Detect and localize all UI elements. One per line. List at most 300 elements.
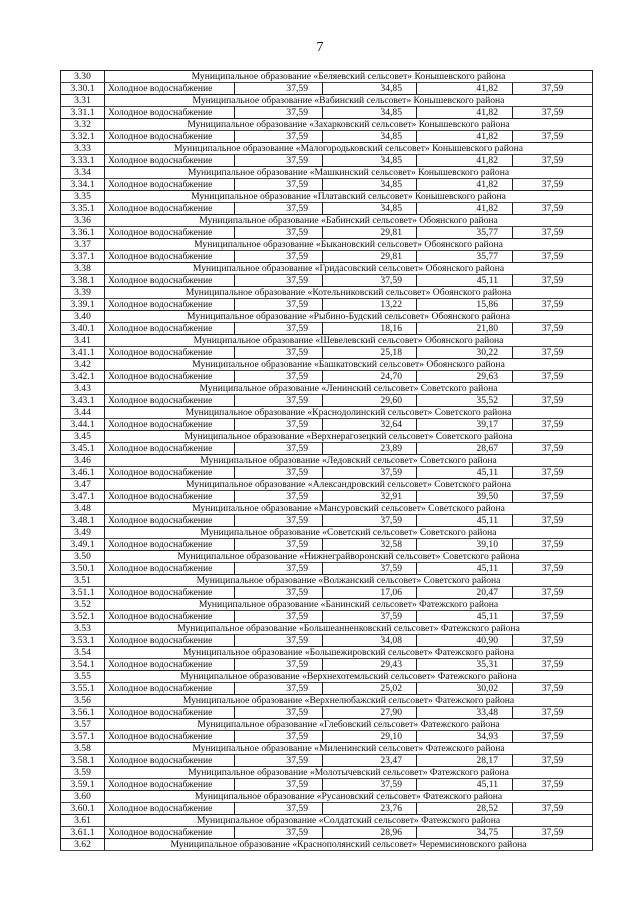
municipality-title: Муниципальное образование «Верхнехотемльский сельсовет» Фатежского района [105,671,593,683]
service-category: Холодное водоснабжение [105,659,235,671]
section-number: 3.30 [61,71,105,83]
service-category: Холодное водоснабжение [105,203,235,215]
table-row [61,515,593,527]
service-category: Холодное водоснабжение [105,371,235,383]
row-number: 3.47.1 [61,491,105,503]
tariff-value-2: 23,47 [323,755,417,767]
section-number: 3.48 [61,503,105,515]
section-header-row [61,767,593,779]
tariff-value-1: 37,59 [235,467,323,479]
tariff-value-2: 37,59 [323,779,417,791]
section-number: 3.41 [61,335,105,347]
table-row [61,83,593,95]
municipality-title: Муниципальное образование «Платавский сельсовет» Конышевского района [105,191,593,203]
tariff-value-1: 37,59 [235,251,323,263]
service-category: Холодное водоснабжение [105,419,235,431]
municipality-title: Муниципальное образование «Миленинский сельсовет» Фатежского района [105,743,593,755]
tariff-value-4: 37,59 [513,179,593,191]
table-row [61,611,593,623]
section-header-row [61,191,593,203]
tariff-value-4: 37,59 [513,827,593,839]
municipality-title: Муниципальное образование «Беляевский сельсовет» Конышевского района [105,71,593,83]
tariff-value-4: 37,59 [513,563,593,575]
tariff-value-2: 34,85 [323,83,417,95]
municipality-title: Муниципальное образование «Захарковский сельсовет» Конышевского района [105,119,593,131]
tariff-value-4: 37,59 [513,539,593,551]
row-number: 3.31.1 [61,107,105,119]
tariff-value-2: 29,43 [323,659,417,671]
tariff-value-3: 45,11 [417,779,513,791]
section-number: 3.53 [61,623,105,635]
tariff-value-1: 37,59 [235,755,323,767]
row-number: 3.51.1 [61,587,105,599]
tariff-value-1: 37,59 [235,227,323,239]
row-number: 3.60.1 [61,803,105,815]
service-category: Холодное водоснабжение [105,395,235,407]
municipality-title: Муниципальное образование «Шевелевский сельсовет» Обоянского района [105,335,593,347]
tariff-value-3: 41,82 [417,155,513,167]
municipality-title: Муниципальное образование «Большежировский сельсовет» Фатежского района [105,647,593,659]
row-number: 3.48.1 [61,515,105,527]
section-number: 3.49 [61,527,105,539]
service-category: Холодное водоснабжение [105,443,235,455]
municipality-title: Муниципальное образование «Нижнеграйворонский сельсовет» Советского района [105,551,593,563]
row-number: 3.53.1 [61,635,105,647]
tariff-value-3: 40,90 [417,635,513,647]
service-category: Холодное водоснабжение [105,323,235,335]
section-header-row [61,647,593,659]
section-number: 3.57 [61,719,105,731]
section-number: 3.51 [61,575,105,587]
row-number: 3.40.1 [61,323,105,335]
section-header-row [61,455,593,467]
section-header-row [61,335,593,347]
municipality-title: Муниципальное образование «Быкановский сельсовет» Обоянского района [105,239,593,251]
section-header-row [61,215,593,227]
section-header-row [61,263,593,275]
service-category: Холодное водоснабжение [105,827,235,839]
row-number: 3.37.1 [61,251,105,263]
tariff-value-4: 37,59 [513,395,593,407]
section-number: 3.59 [61,767,105,779]
section-header-row [61,95,593,107]
service-category: Холодное водоснабжение [105,83,235,95]
tariff-value-1: 37,59 [235,515,323,527]
tariff-value-3: 21,80 [417,323,513,335]
tariff-value-4: 37,59 [513,155,593,167]
municipality-title: Муниципальное образование «Мансуровский сельсовет» Советского района [105,503,593,515]
section-header-row [61,359,593,371]
section-header-row [61,119,593,131]
tariff-value-1: 37,59 [235,803,323,815]
table-row [61,203,593,215]
municipality-title: Муниципальное образование «Ленинский сельсовет» Советского района [105,383,593,395]
row-number: 3.43.1 [61,395,105,407]
municipality-title: Муниципальное образование «Малогородьковский сельсовет» Конышевского района [105,143,593,155]
page-number: 7 [316,40,324,55]
municipality-title: Муниципальное образование «Молотычевский сельсовет» Фатежского района [105,767,593,779]
section-number: 3.61 [61,815,105,827]
service-category: Холодное водоснабжение [105,611,235,623]
tariff-value-4: 37,59 [513,611,593,623]
row-number: 3.42.1 [61,371,105,383]
section-header-row [61,623,593,635]
municipality-title: Муниципальное образование «Верхнелюбажский сельсовет» Фатежского района [105,695,593,707]
tariff-value-2: 34,85 [323,203,417,215]
tariff-value-3: 45,11 [417,611,513,623]
service-category: Холодное водоснабжение [105,515,235,527]
tariff-value-1: 37,59 [235,539,323,551]
tariff-value-4: 37,59 [513,683,593,695]
row-number: 3.46.1 [61,467,105,479]
service-category: Холодное водоснабжение [105,467,235,479]
tariff-value-4: 37,59 [513,635,593,647]
row-number: 3.34.1 [61,179,105,191]
municipality-title: Муниципальное образование «Вабинский сельсовет» Конышевского района [105,95,593,107]
tariff-value-1: 37,59 [235,179,323,191]
municipality-title: Муниципальное образование «Башкатовский сельсовет» Обоянского района [105,359,593,371]
tariff-value-3: 28,17 [417,755,513,767]
table-row [61,827,593,839]
table-row [61,155,593,167]
row-number: 3.44.1 [61,419,105,431]
section-number: 3.44 [61,407,105,419]
tariff-value-1: 37,59 [235,107,323,119]
section-number: 3.43 [61,383,105,395]
table-row [61,491,593,503]
section-header-row [61,239,593,251]
table-row [61,299,593,311]
municipality-title: Муниципальное образование «Волжанский сельсовет» Советского района [105,575,593,587]
tariff-value-3: 30,02 [417,683,513,695]
tariff-value-2: 23,89 [323,443,417,455]
section-header-row [61,143,593,155]
tariff-value-3: 39,17 [417,419,513,431]
service-category: Холодное водоснабжение [105,491,235,503]
municipality-title: Муниципальное образование «Краснополянский сельсовет» Черемисиновского района [105,839,593,851]
tariff-value-2: 17,06 [323,587,417,599]
tariff-value-4: 37,59 [513,731,593,743]
section-number: 3.45 [61,431,105,443]
table-row [61,731,593,743]
section-number: 3.50 [61,551,105,563]
service-category: Холодное водоснабжение [105,179,235,191]
row-number: 3.52.1 [61,611,105,623]
tariff-value-2: 34,85 [323,179,417,191]
section-header-row [61,407,593,419]
tariff-value-1: 37,59 [235,827,323,839]
service-category: Холодное водоснабжение [105,155,235,167]
tariff-value-2: 25,18 [323,347,417,359]
tariff-value-3: 30,22 [417,347,513,359]
tariff-value-3: 35,77 [417,227,513,239]
municipality-title: Муниципальное образование «Александровский сельсовет» Советского района [105,479,593,491]
tariff-value-1: 37,59 [235,707,323,719]
table-row [61,251,593,263]
section-header-row [61,311,593,323]
tariff-value-1: 37,59 [235,299,323,311]
section-header-row [61,815,593,827]
municipality-title: Муниципальное образование «Большеанненковский сельсовет» Фатежского района [105,623,593,635]
tariff-value-2: 37,59 [323,611,417,623]
row-number: 3.61.1 [61,827,105,839]
service-category: Холодное водоснабжение [105,131,235,143]
section-header-row [61,743,593,755]
section-number: 3.37 [61,239,105,251]
tariff-value-4: 37,59 [513,347,593,359]
section-number: 3.55 [61,671,105,683]
tariff-value-2: 27,90 [323,707,417,719]
section-header-row [61,671,593,683]
tariff-value-2: 32,91 [323,491,417,503]
service-category: Холодное водоснабжение [105,635,235,647]
row-number: 3.33.1 [61,155,105,167]
table-row [61,683,593,695]
municipality-title: Муниципальное образование «Бабинский сельсовет» Обоянского района [105,215,593,227]
tariff-value-4: 37,59 [513,371,593,383]
table-row [61,227,593,239]
section-header-row [61,479,593,491]
table-row [61,179,593,191]
row-number: 3.50.1 [61,563,105,575]
service-category: Холодное водоснабжение [105,731,235,743]
municipality-title: Муниципальное образование «Ледовский сельсовет» Советского района [105,455,593,467]
table-row [61,371,593,383]
municipality-title: Муниципальное образование «Рыбино-Будский сельсовет» Обоянского района [105,311,593,323]
tariff-value-2: 28,96 [323,827,417,839]
tariff-value-4: 37,59 [513,419,593,431]
municipality-title: Муниципальное образование «Глебовский сельсовет» Фатежского района [105,719,593,731]
row-number: 3.58.1 [61,755,105,767]
tariff-value-3: 34,93 [417,731,513,743]
tariff-value-4: 37,59 [513,707,593,719]
tariff-value-2: 25,02 [323,683,417,695]
tariff-value-2: 29,81 [323,227,417,239]
tariff-value-1: 37,59 [235,635,323,647]
tariff-value-1: 37,59 [235,395,323,407]
tariff-value-3: 15,86 [417,299,513,311]
tariff-value-2: 37,59 [323,563,417,575]
service-category: Холодное водоснабжение [105,563,235,575]
tariff-value-4: 37,59 [513,323,593,335]
tariff-value-1: 37,59 [235,587,323,599]
row-number: 3.32.1 [61,131,105,143]
table-row [61,131,593,143]
row-number: 3.54.1 [61,659,105,671]
tariff-value-3: 45,11 [417,467,513,479]
service-category: Холодное водоснабжение [105,779,235,791]
section-number: 3.54 [61,647,105,659]
tariff-value-1: 37,59 [235,347,323,359]
row-number: 3.59.1 [61,779,105,791]
tariff-value-4: 37,59 [513,755,593,767]
row-number: 3.41.1 [61,347,105,359]
table-row [61,419,593,431]
municipality-title: Муниципальное образование «Банинский сельсовет» Фатежского района [105,599,593,611]
table-row [61,539,593,551]
table-row [61,587,593,599]
tariff-value-3: 45,11 [417,563,513,575]
section-number: 3.56 [61,695,105,707]
section-header-row [61,527,593,539]
service-category: Холодное водоснабжение [105,587,235,599]
tariff-value-1: 37,59 [235,731,323,743]
tariff-value-4: 37,59 [513,587,593,599]
tariff-value-1: 37,59 [235,155,323,167]
section-number: 3.47 [61,479,105,491]
service-category: Холодное водоснабжение [105,755,235,767]
tariff-value-3: 35,52 [417,395,513,407]
section-number: 3.34 [61,167,105,179]
tariff-value-4: 37,59 [513,299,593,311]
section-number: 3.38 [61,263,105,275]
section-header-row [61,719,593,731]
tariff-value-2: 34,85 [323,107,417,119]
tariff-value-3: 39,50 [417,491,513,503]
table-row [61,275,593,287]
tariff-value-1: 37,59 [235,659,323,671]
section-header-row [61,71,593,83]
municipality-title: Муниципальное образование «Верхнерагозецкий сельсовет» Советского района [105,431,593,443]
service-category: Холодное водоснабжение [105,107,235,119]
municipality-title: Муниципальное образование «Солдатский сельсовет» Фатежского района [105,815,593,827]
tariff-value-2: 37,59 [323,275,417,287]
section-header-row [61,167,593,179]
tariff-value-2: 37,59 [323,515,417,527]
tariff-value-2: 32,64 [323,419,417,431]
table-row [61,707,593,719]
table-row [61,659,593,671]
tariff-value-1: 37,59 [235,323,323,335]
tariff-value-3: 41,82 [417,83,513,95]
tariff-value-1: 37,59 [235,491,323,503]
tariff-value-1: 37,59 [235,203,323,215]
municipality-title: Муниципальное образование «Краснодолинский сельсовет» Советского района [105,407,593,419]
tariff-value-3: 35,77 [417,251,513,263]
table-row [61,803,593,815]
tariff-value-2: 34,08 [323,635,417,647]
tariff-value-3: 41,82 [417,107,513,119]
section-header-row [61,287,593,299]
table-row [61,107,593,119]
tariff-value-1: 37,59 [235,443,323,455]
tariff-value-3: 45,11 [417,275,513,287]
tariff-value-4: 37,59 [513,443,593,455]
section-header-row [61,575,593,587]
tariff-value-4: 37,59 [513,779,593,791]
tariff-value-1: 37,59 [235,419,323,431]
section-number: 3.33 [61,143,105,155]
table-row [61,755,593,767]
table-row [61,635,593,647]
tariff-value-4: 37,59 [513,515,593,527]
tariff-value-2: 29,60 [323,395,417,407]
tariff-value-1: 37,59 [235,563,323,575]
row-number: 3.45.1 [61,443,105,455]
tariff-value-2: 32,58 [323,539,417,551]
table-row [61,779,593,791]
table-row [61,467,593,479]
tariff-value-1: 37,59 [235,371,323,383]
section-number: 3.31 [61,95,105,107]
section-header-row [61,791,593,803]
row-number: 3.56.1 [61,707,105,719]
tariff-value-1: 37,59 [235,611,323,623]
tariff-value-4: 37,59 [513,227,593,239]
service-category: Холодное водоснабжение [105,227,235,239]
tariff-value-4: 37,59 [513,203,593,215]
municipality-title: Муниципальное образование «Котельниковский сельсовет» Обоянского района [105,287,593,299]
section-number: 3.35 [61,191,105,203]
tariff-value-3: 34,75 [417,827,513,839]
tariff-value-3: 29,63 [417,371,513,383]
municipality-title: Муниципальное образование «Советский сельсовет» Советского района [105,527,593,539]
service-category: Холодное водоснабжение [105,803,235,815]
row-number: 3.30.1 [61,83,105,95]
row-number: 3.36.1 [61,227,105,239]
service-category: Холодное водоснабжение [105,347,235,359]
tariff-table [60,70,593,851]
section-header-row [61,599,593,611]
tariff-value-3: 20,47 [417,587,513,599]
row-number: 3.38.1 [61,275,105,287]
tariff-value-2: 18,16 [323,323,417,335]
section-number: 3.58 [61,743,105,755]
tariff-value-4: 37,59 [513,803,593,815]
row-number: 3.35.1 [61,203,105,215]
section-number: 3.36 [61,215,105,227]
tariff-value-3: 33,48 [417,707,513,719]
section-number: 3.46 [61,455,105,467]
tariff-value-4: 37,59 [513,491,593,503]
tariff-value-2: 24,70 [323,371,417,383]
tariff-value-1: 37,59 [235,83,323,95]
section-header-row [61,383,593,395]
municipality-title: Муниципальное образование «Гридасовский сельсовет» Обоянского района [105,263,593,275]
tariff-value-3: 39,10 [417,539,513,551]
tariff-value-3: 28,52 [417,803,513,815]
section-number: 3.32 [61,119,105,131]
tariff-value-2: 13,22 [323,299,417,311]
row-number: 3.57.1 [61,731,105,743]
section-number: 3.60 [61,791,105,803]
service-category: Холодное водоснабжение [105,683,235,695]
row-number: 3.55.1 [61,683,105,695]
tariff-value-4: 37,59 [513,107,593,119]
row-number: 3.49.1 [61,539,105,551]
tariff-value-4: 37,59 [513,83,593,95]
section-number: 3.39 [61,287,105,299]
tariff-value-1: 37,59 [235,131,323,143]
section-header-row [61,695,593,707]
tariff-value-3: 41,82 [417,203,513,215]
tariff-value-4: 37,59 [513,659,593,671]
table-row [61,323,593,335]
section-number: 3.62 [61,839,105,851]
tariff-value-4: 37,59 [513,131,593,143]
tariff-value-3: 41,82 [417,179,513,191]
section-header-row [61,503,593,515]
municipality-title: Муниципальное образование «Русановский сельсовет» Фатежского района [105,791,593,803]
tariff-value-3: 35,31 [417,659,513,671]
tariff-value-1: 37,59 [235,275,323,287]
tariff-value-2: 23,76 [323,803,417,815]
tariff-value-3: 45,11 [417,515,513,527]
service-category: Холодное водоснабжение [105,299,235,311]
section-header-row [61,431,593,443]
service-category: Холодное водоснабжение [105,539,235,551]
table-row [61,347,593,359]
